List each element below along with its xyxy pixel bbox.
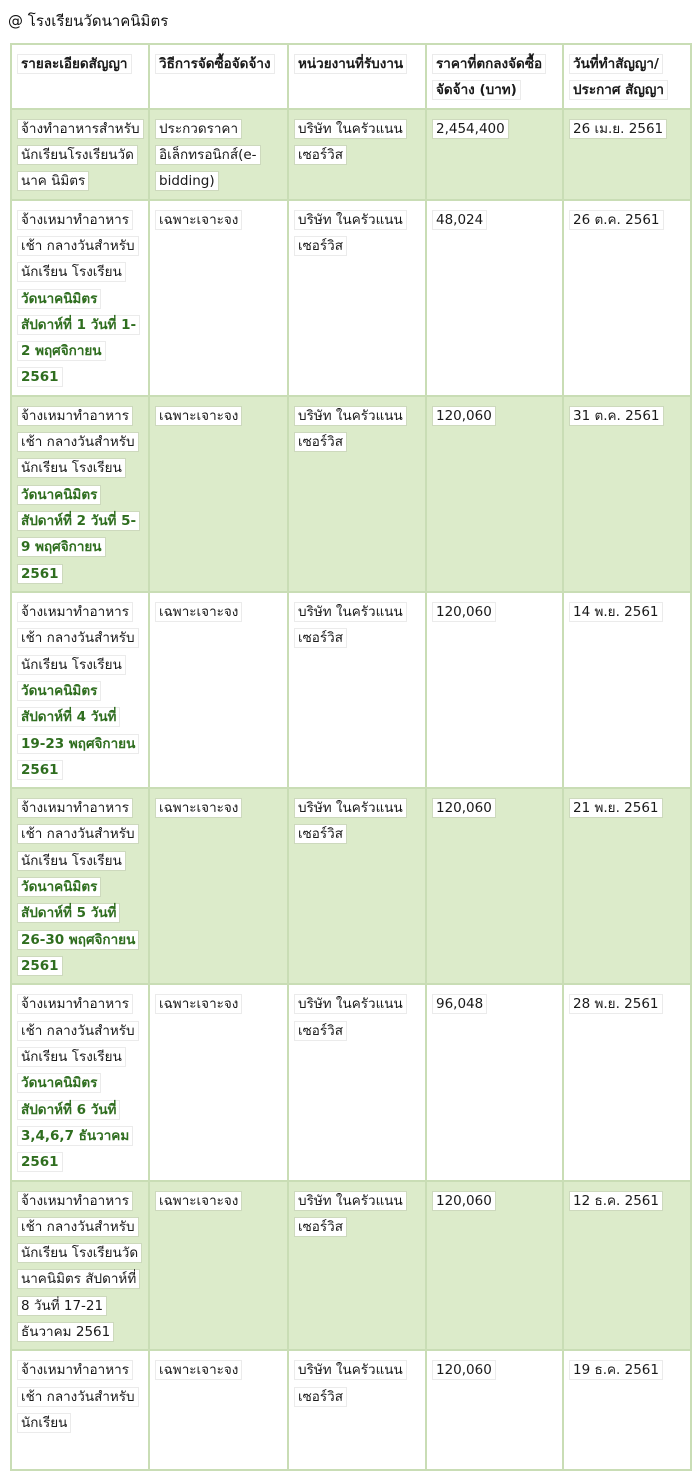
table-row [11, 396, 691, 592]
table-row [11, 1350, 691, 1470]
header-cell-receiving-agency [288, 44, 426, 109]
contract-details-text: จ้างเหมาทำอาหารเช้า กลางวันสำหรับนักเรียน โรงเรียนวัดนาคนิมิตร สัปดาห์ที่ 8 วันที่ 17-21 ธันวาคม 2561 [18, 1192, 141, 1342]
cell-contract-date [563, 984, 691, 1180]
contract-date-value: 31 ต.ค. 2561 [570, 407, 663, 425]
receiving-agency-text: บริษัท ในครัวแนน เซอร์วิส [295, 407, 406, 451]
header-label: วิธีการจัดซื้อจัดจ้าง [156, 55, 274, 73]
procurement-method-text: เฉพาะเจาะจง [156, 1361, 241, 1379]
procurement-method-text: เฉพาะเจาะจง [156, 211, 241, 229]
contract-date-value: 26 ต.ค. 2561 [570, 211, 663, 229]
cell-contract-details [11, 396, 149, 592]
agreed-price-value: 48,024 [433, 211, 486, 229]
cell-contract-details [11, 200, 149, 396]
table-row [11, 200, 691, 396]
procurement-method-text: เฉพาะเจาะจง [156, 603, 241, 621]
cell-contract-date [563, 200, 691, 396]
receiving-agency-text: บริษัท ในครัวแนน เซอร์วิส [295, 1192, 406, 1236]
cell-contract-date [563, 1181, 691, 1351]
cell-contract-date [563, 396, 691, 592]
contract-details-text: จ้างเหมาทำอาหารเช้า กลางวันสำหรับนักเรียน โรงเรียน [18, 995, 138, 1066]
agreed-price-value: 120,060 [433, 603, 495, 621]
receiving-agency-text: บริษัท ในครัวแนน เซอร์วิส [295, 1361, 406, 1405]
contract-date-value: 12 ธ.ค. 2561 [570, 1192, 662, 1210]
cell-procurement-method [149, 592, 288, 788]
agreed-price-value: 96,048 [433, 995, 486, 1013]
cell-contract-date [563, 109, 691, 200]
cell-receiving-agency [288, 592, 426, 788]
receiving-agency-text: บริษัท ในครัวแนน เซอร์วิส [295, 211, 406, 255]
procurement-method-text: เฉพาะเจาะจง [156, 799, 241, 817]
procurement-method-text: เฉพาะเจาะจง [156, 407, 241, 425]
contract-details-keyword-highlight: วัดนาคนิมิตร สัปดาห์ที่ 2 วันที่ 5-9 พฤศจิกายน 2561 [18, 486, 139, 583]
cell-contract-details [11, 109, 149, 200]
cell-receiving-agency [288, 1181, 426, 1351]
contract-details-keyword-highlight: วัดนาคนิมิตร สัปดาห์ที่ 6 วันที่ 3,4,6,7 ธันวาคม 2561 [18, 1074, 132, 1171]
cell-contract-date [563, 788, 691, 984]
cell-contract-details [11, 1181, 149, 1351]
header-label: รายละเอียดสัญญา [18, 55, 131, 73]
table-row [11, 1181, 691, 1351]
procurement-method-text: ประกวดราคา อิเล็กทรอนิกส์(e-bidding) [156, 120, 260, 191]
agreed-price-value: 120,060 [433, 799, 495, 817]
cell-contract-details [11, 1350, 149, 1470]
contract-date-value: 19 ธ.ค. 2561 [570, 1361, 662, 1379]
cell-receiving-agency [288, 1350, 426, 1470]
receiving-agency-text: บริษัท ในครัวแนน เซอร์วิส [295, 995, 406, 1039]
cell-agreed-price [426, 788, 563, 984]
receiving-agency-text: บริษัท ในครัวแนน เซอร์วิส [295, 799, 406, 843]
cell-agreed-price [426, 1181, 563, 1351]
agreed-price-value: 120,060 [433, 407, 495, 425]
cell-contract-details [11, 592, 149, 788]
table-header-row [11, 44, 691, 109]
cell-receiving-agency [288, 109, 426, 200]
header-label: วันที่ทำสัญญา/ประกาศ สัญญา [570, 55, 667, 99]
cell-agreed-price [426, 1350, 563, 1470]
contract-details-text: จ้างเหมาทำอาหารเช้า กลางวันสำหรับนักเรียน โรงเรียน [18, 407, 138, 478]
table-row [11, 109, 691, 200]
contract-date-value: 14 พ.ย. 2561 [570, 603, 662, 621]
cell-procurement-method [149, 788, 288, 984]
table-row [11, 592, 691, 788]
header-cell-agreed-price [426, 44, 563, 109]
page-title: @ โรงเรียนวัดนาคนิมิตร [8, 12, 169, 30]
cell-agreed-price [426, 984, 563, 1180]
contracts-table [10, 43, 692, 1471]
cell-receiving-agency [288, 984, 426, 1180]
contract-date-value: 26 เม.ย. 2561 [570, 120, 666, 138]
cell-agreed-price [426, 109, 563, 200]
procurement-method-text: เฉพาะเจาะจง [156, 995, 241, 1013]
agreed-price-value: 120,060 [433, 1192, 495, 1210]
contract-details-text: จ้างเหมาทำอาหารเช้า กลางวันสำหรับนักเรียน โรงเรียน [18, 799, 138, 870]
contract-details-text: จ้างเหมาทำอาหารเช้า กลางวันสำหรับนักเรียน [18, 1361, 138, 1432]
cell-agreed-price [426, 200, 563, 396]
contract-date-value: 21 พ.ย. 2561 [570, 799, 662, 817]
cell-contract-details [11, 788, 149, 984]
cell-procurement-method [149, 1350, 288, 1470]
cell-receiving-agency [288, 396, 426, 592]
contract-details-keyword-highlight: วัดนาคนิมิตร สัปดาห์ที่ 4 วันที่ 19-23 พฤศจิกายน 2561 [18, 682, 138, 779]
contract-details-text: จ้างเหมาทำอาหารเช้า กลางวันสำหรับนักเรียน โรงเรียน [18, 211, 138, 282]
cell-procurement-method [149, 1181, 288, 1351]
cell-procurement-method [149, 396, 288, 592]
agreed-price-value: 120,060 [433, 1361, 495, 1379]
contract-details-keyword-highlight: วัดนาคนิมิตร สัปดาห์ที่ 1 วันที่ 1-2 พฤศจิกายน 2561 [18, 290, 139, 387]
cell-agreed-price [426, 396, 563, 592]
header-cell-contract-details [11, 44, 149, 109]
contract-details-keyword-highlight: วัดนาคนิมิตร สัปดาห์ที่ 5 วันที่ 26-30 พฤศจิกายน 2561 [18, 878, 138, 975]
table-row [11, 788, 691, 984]
cell-receiving-agency [288, 200, 426, 396]
table-row [11, 984, 691, 1180]
cell-procurement-method [149, 109, 288, 200]
cell-agreed-price [426, 592, 563, 788]
header-cell-contract-date [563, 44, 691, 109]
receiving-agency-text: บริษัท ในครัวแนน เซอร์วิส [295, 120, 406, 164]
contract-details-text: จ้างเหมาทำอาหารเช้า กลางวันสำหรับนักเรียน โรงเรียน [18, 603, 138, 674]
cell-contract-date [563, 592, 691, 788]
header-cell-procurement-method [149, 44, 288, 109]
cell-procurement-method [149, 984, 288, 1180]
header-label: หน่วยงานที่รับงาน [295, 55, 406, 73]
contract-date-value: 28 พ.ย. 2561 [570, 995, 662, 1013]
receiving-agency-text: บริษัท ในครัวแนน เซอร์วิส [295, 603, 406, 647]
cell-receiving-agency [288, 788, 426, 984]
cell-procurement-method [149, 200, 288, 396]
contract-details-text: จ้างทำอาหารสำหรับ นักเรียนโรงเรียนวัดนาค นิมิตร [18, 120, 143, 191]
header-label: ราคาที่ตกลงจัดซื้อจัดจ้าง (บาท) [433, 55, 545, 99]
cell-contract-date [563, 1350, 691, 1470]
cell-contract-details [11, 984, 149, 1180]
agreed-price-value: 2,454,400 [433, 120, 508, 138]
procurement-method-text: เฉพาะเจาะจง [156, 1192, 241, 1210]
